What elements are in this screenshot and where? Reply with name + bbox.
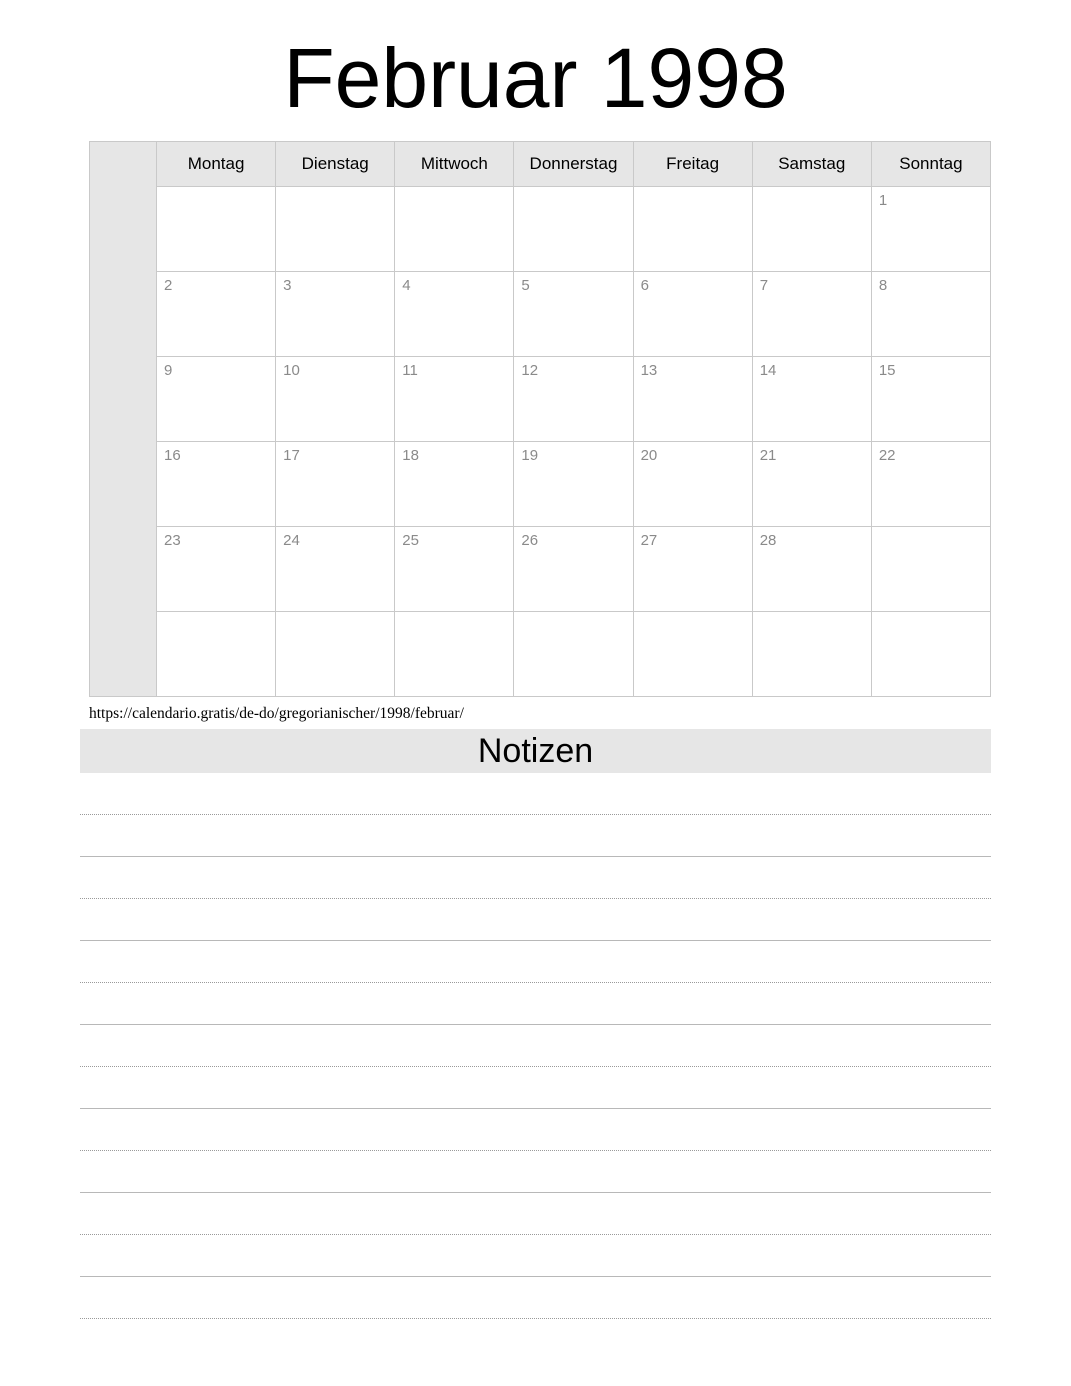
calendar-day-cell[interactable] xyxy=(276,271,395,356)
note-line[interactable] xyxy=(80,1109,991,1151)
day-number: 23 xyxy=(164,531,181,549)
day-number xyxy=(634,612,752,618)
calendar-day-cell[interactable] xyxy=(157,611,276,696)
calendar-container xyxy=(89,141,991,697)
calendar-week-row xyxy=(90,441,991,526)
weekday-header: Mittwoch xyxy=(395,141,514,186)
calendar-week-row xyxy=(90,271,991,356)
day-number: 7 xyxy=(759,276,769,294)
note-line[interactable] xyxy=(80,899,991,941)
calendar-day-cell[interactable] xyxy=(276,611,395,696)
day-number: 12 xyxy=(521,361,539,379)
calendar-day-cell[interactable] xyxy=(514,611,633,696)
day-number xyxy=(872,612,990,618)
notes-heading: Notizen xyxy=(80,729,991,773)
calendar-day-cell[interactable] xyxy=(276,441,395,526)
calendar-week-row xyxy=(90,186,991,271)
calendar-day-cell[interactable] xyxy=(752,271,871,356)
day-number: 1 xyxy=(878,191,888,209)
day-number: 9 xyxy=(164,361,173,379)
day-number xyxy=(276,187,394,193)
calendar-day-cell[interactable] xyxy=(395,271,514,356)
day-number: 25 xyxy=(402,531,419,549)
calendar-day-cell[interactable] xyxy=(871,611,990,696)
weekday-header: Donnerstag xyxy=(514,141,633,186)
day-number xyxy=(514,612,632,618)
calendar-day-cell[interactable] xyxy=(514,271,633,356)
day-number: 27 xyxy=(640,531,658,549)
day-number: 4 xyxy=(402,276,411,294)
day-number: 8 xyxy=(878,276,888,294)
calendar-day-cell[interactable] xyxy=(157,441,276,526)
day-number: 3 xyxy=(283,276,292,294)
calendar-day-cell[interactable] xyxy=(752,186,871,271)
day-number: 19 xyxy=(521,446,539,464)
calendar-day-cell[interactable] xyxy=(395,526,514,611)
calendar-day-cell[interactable] xyxy=(633,356,752,441)
calendar-day-cell[interactable] xyxy=(157,271,276,356)
calendar-day-cell[interactable] xyxy=(514,186,633,271)
note-line[interactable] xyxy=(80,1235,991,1277)
note-line[interactable] xyxy=(80,941,991,983)
calendar-day-cell[interactable] xyxy=(633,611,752,696)
day-number xyxy=(514,187,632,193)
calendar-day-cell[interactable] xyxy=(752,441,871,526)
day-number: 13 xyxy=(640,361,658,379)
calendar-week-row xyxy=(90,526,991,611)
calendar-day-cell[interactable] xyxy=(395,441,514,526)
calendar-day-cell[interactable] xyxy=(157,526,276,611)
calendar-table xyxy=(89,141,991,697)
calendar-day-cell[interactable] xyxy=(633,186,752,271)
calendar-day-cell[interactable] xyxy=(395,186,514,271)
day-number: 26 xyxy=(521,531,539,549)
day-number: 15 xyxy=(878,361,896,379)
day-number: 24 xyxy=(283,531,300,549)
calendar-day-cell[interactable] xyxy=(871,526,990,611)
note-line[interactable] xyxy=(80,773,991,815)
day-number: 20 xyxy=(640,446,658,464)
day-number: 21 xyxy=(759,446,777,464)
calendar-day-cell[interactable] xyxy=(752,356,871,441)
calendar-day-cell[interactable] xyxy=(276,526,395,611)
note-line[interactable] xyxy=(80,857,991,899)
weekday-header: Montag xyxy=(157,141,276,186)
calendar-day-cell[interactable] xyxy=(395,611,514,696)
note-line[interactable] xyxy=(80,1151,991,1193)
day-number: 10 xyxy=(283,361,300,379)
calendar-day-cell[interactable] xyxy=(633,526,752,611)
calendar-day-cell[interactable] xyxy=(871,186,990,271)
day-number: 28 xyxy=(759,531,777,549)
note-line[interactable] xyxy=(80,1193,991,1235)
calendar-day-cell[interactable] xyxy=(752,611,871,696)
day-number: 17 xyxy=(283,446,300,464)
note-line[interactable] xyxy=(80,1025,991,1067)
day-number xyxy=(395,612,513,618)
day-number xyxy=(634,187,752,193)
note-line[interactable] xyxy=(80,815,991,857)
calendar-day-cell[interactable] xyxy=(514,356,633,441)
day-number: 16 xyxy=(164,446,181,464)
day-number: 6 xyxy=(640,276,649,294)
calendar-day-cell[interactable] xyxy=(871,271,990,356)
day-number xyxy=(276,612,394,618)
day-number: 2 xyxy=(164,276,173,294)
day-number: 5 xyxy=(521,276,530,294)
weekday-header: Freitag xyxy=(633,141,752,186)
page-title: Februar 1998 xyxy=(283,31,788,125)
weekday-header: Dienstag xyxy=(276,141,395,186)
note-line[interactable] xyxy=(80,1067,991,1109)
day-number xyxy=(395,187,513,193)
calendar-day-cell[interactable] xyxy=(752,526,871,611)
calendar-day-cell[interactable] xyxy=(395,356,514,441)
day-number: 11 xyxy=(402,361,418,379)
weekday-header: Sonntag xyxy=(871,141,990,186)
calendar-day-cell[interactable] xyxy=(514,526,633,611)
day-number: 18 xyxy=(402,446,419,464)
calendar-day-cell[interactable] xyxy=(514,441,633,526)
calendar-day-cell[interactable] xyxy=(633,441,752,526)
calendar-week-row xyxy=(90,356,991,441)
day-number: 22 xyxy=(878,446,896,464)
note-line[interactable] xyxy=(80,1277,991,1319)
day-number xyxy=(872,527,990,533)
day-number xyxy=(157,187,275,193)
note-line[interactable] xyxy=(80,983,991,1025)
calendar-corner-cell xyxy=(90,141,157,696)
calendar-day-cell[interactable] xyxy=(157,186,276,271)
source-url[interactable]: https://calendario.gratis/de-do/gregorianischer/1998/februar/ xyxy=(89,704,464,722)
notes-section xyxy=(80,729,991,1319)
calendar-day-cell[interactable] xyxy=(157,356,276,441)
calendar-day-cell[interactable] xyxy=(633,271,752,356)
weekday-header: Samstag xyxy=(752,141,871,186)
day-number xyxy=(753,187,871,193)
calendar-day-cell[interactable] xyxy=(276,186,395,271)
day-number: 14 xyxy=(759,361,777,379)
calendar-day-cell[interactable] xyxy=(871,356,990,441)
calendar-week-row xyxy=(90,611,991,696)
notes-lines xyxy=(80,773,991,1319)
calendar-day-cell[interactable] xyxy=(276,356,395,441)
day-number xyxy=(753,612,871,618)
day-number xyxy=(157,612,275,618)
calendar-day-cell[interactable] xyxy=(871,441,990,526)
